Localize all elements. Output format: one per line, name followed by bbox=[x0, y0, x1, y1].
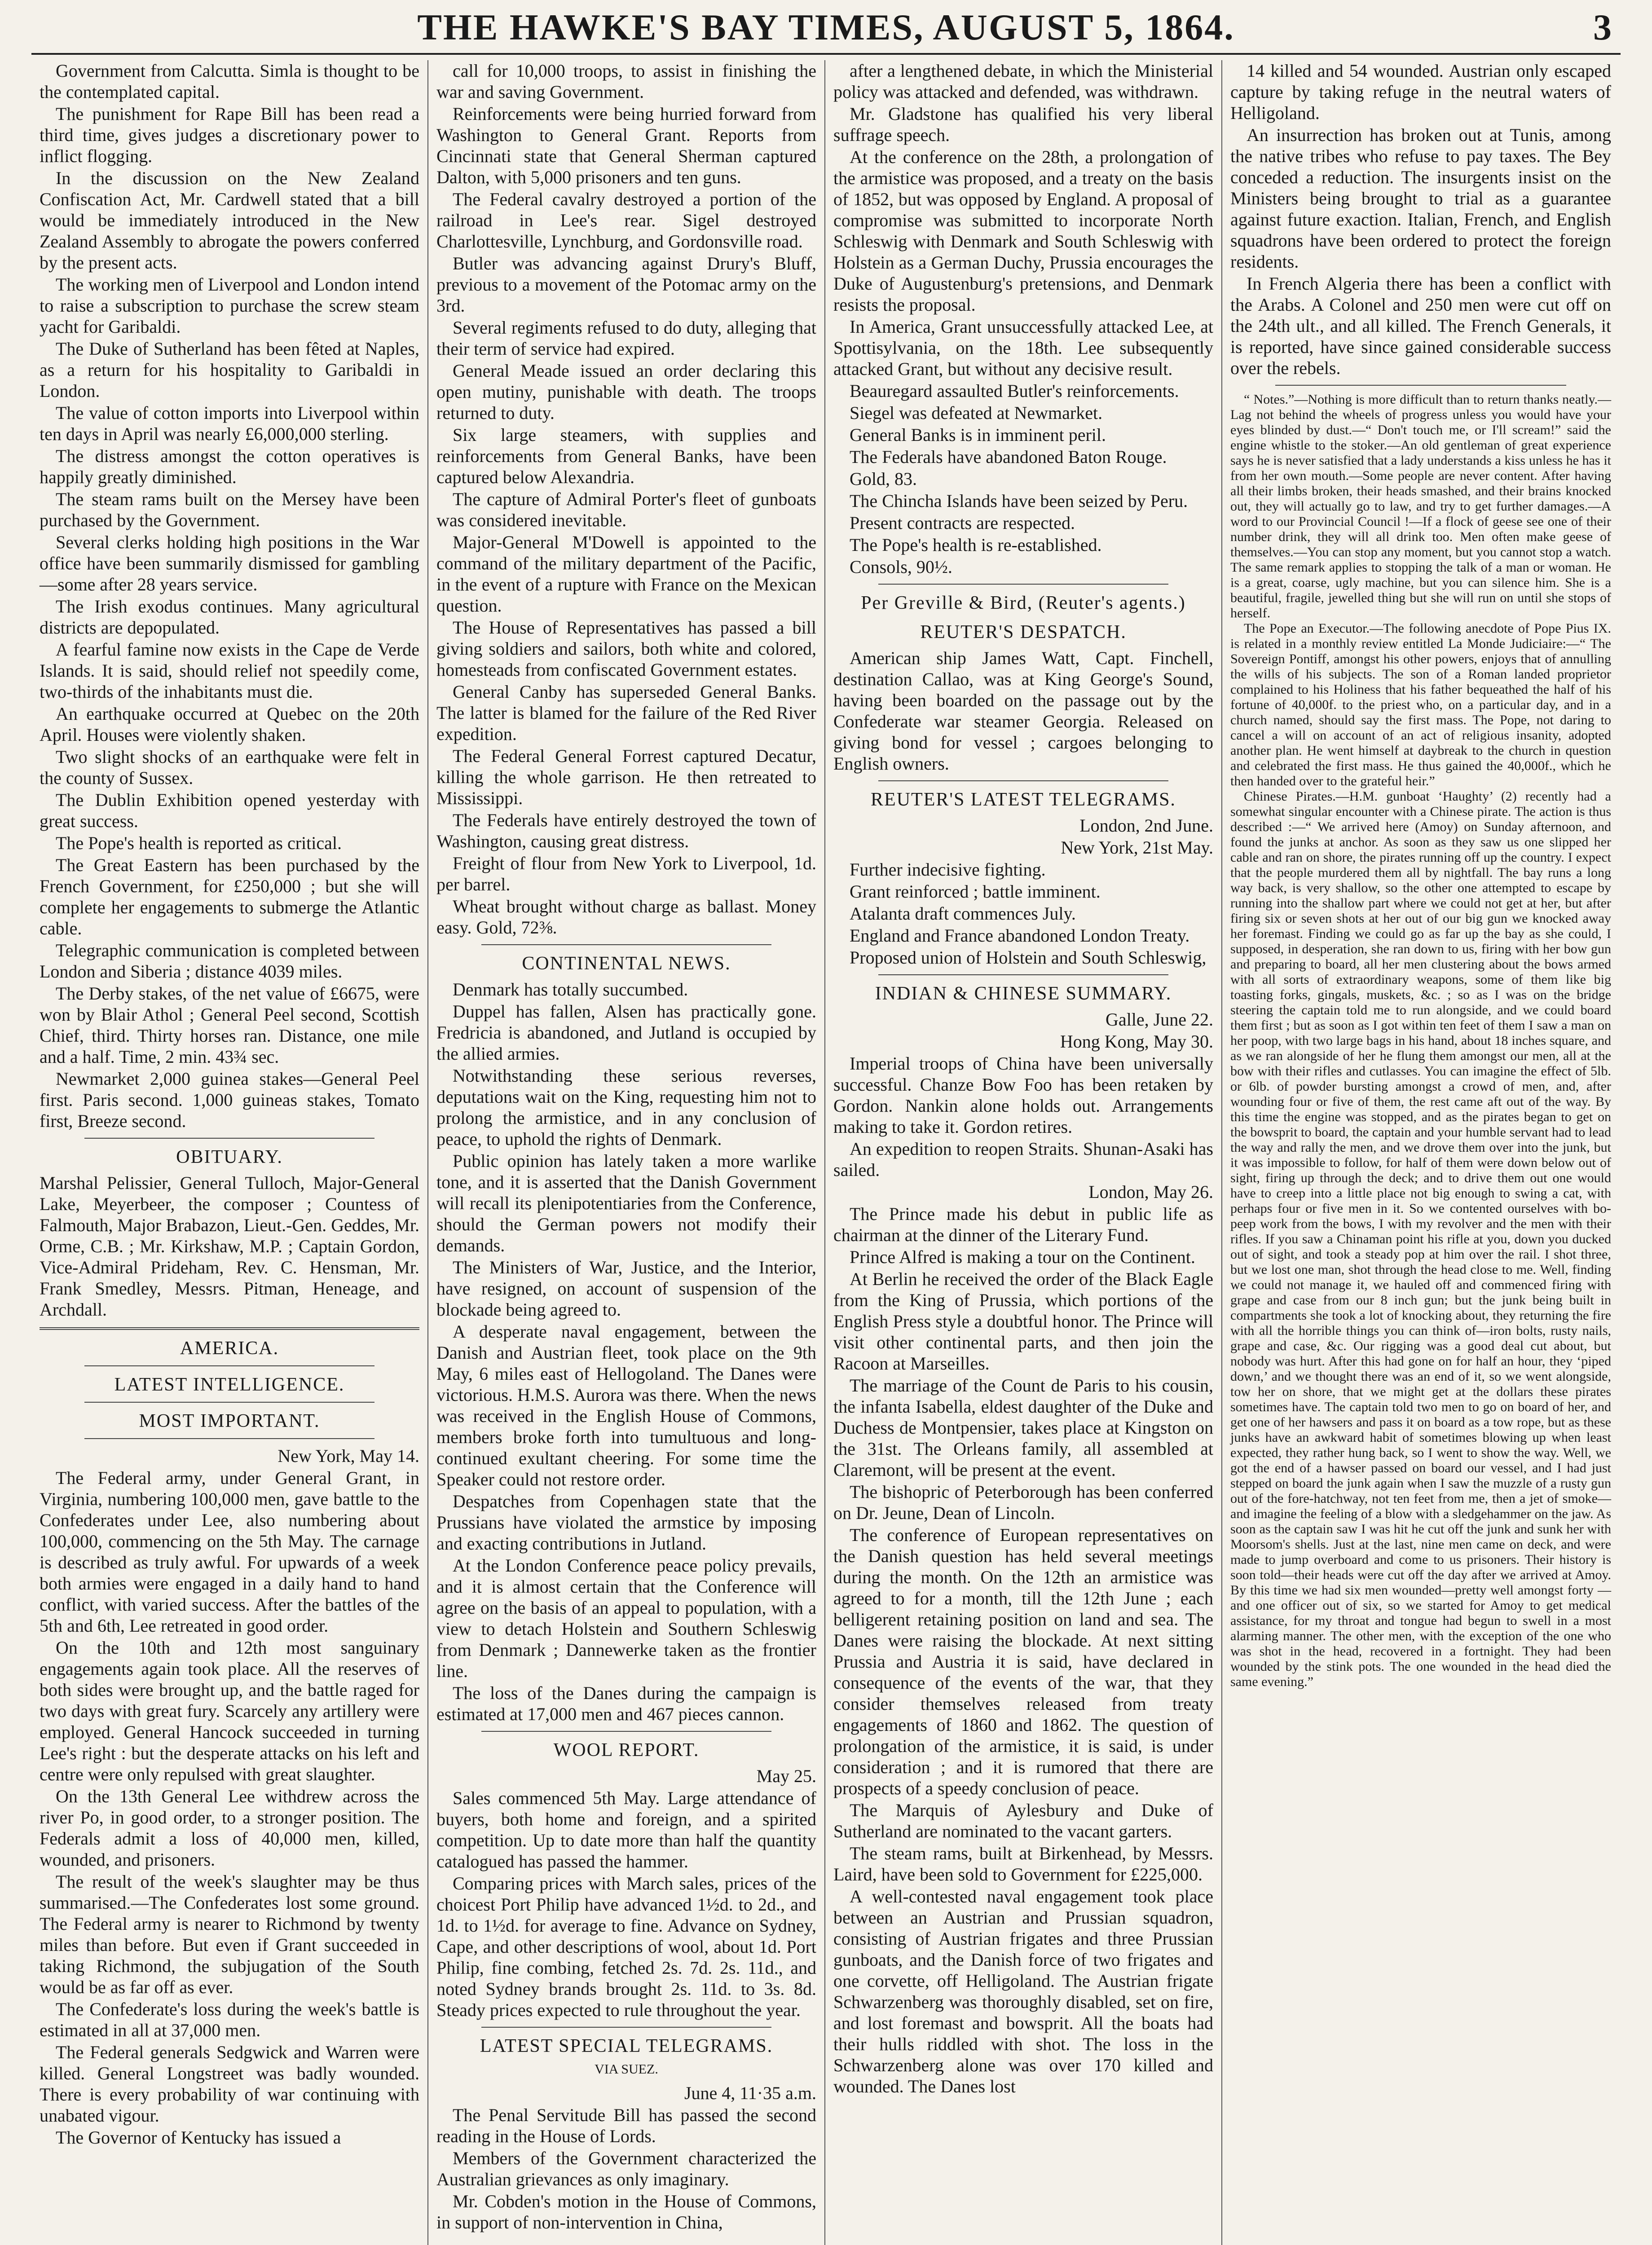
paragraph: Gold, 83. bbox=[850, 469, 917, 489]
paragraph: Despatches from Copenhagen state that the Prussians have violated the armstice by imposing and exacting contributions in Jutland. bbox=[436, 1491, 816, 1554]
divider bbox=[84, 1365, 374, 1366]
paragraph: Six large steamers, with supplies and reinforcements from General Banks, have been captured below Alexandria. bbox=[436, 425, 816, 487]
paragraph: On the 13th General Lee withdrew across the river Po, in good order, to a stronger position. The Federals admit a loss of 40,000 men, killed, wounded, and prisoners. bbox=[40, 1786, 419, 1870]
wool-dateline: May 25. bbox=[756, 1766, 816, 1786]
paragraph: The Governor of Kentucky has issued a bbox=[56, 2127, 341, 2148]
paragraph: Newmarket 2,000 guinea stakes—General Peel first. Paris second. 1,000 guineas stakes, Tomato first, Breeze second. bbox=[40, 1069, 419, 1131]
obituary-heading: OBITUARY. bbox=[176, 1147, 283, 1167]
latest-intelligence-heading: LATEST INTELLIGENCE. bbox=[114, 1374, 345, 1395]
paragraph: The Duke of Sutherland has been fêted at Naples, as a return for his hospitality to Garibaldi in London. bbox=[40, 339, 419, 401]
paragraph: A desperate naval engagement, between the Danish and Austrian fleet, took place on the 9th May, 6 miles east of Hellogoland. The Danes were victorious. H.M.S. Aurora was there. When the news was received in the English House of Commons, members broke forth into tumultuous and long-continued exultant cheering. For some time the Speaker could not restore order. bbox=[436, 1321, 816, 1489]
col3-paragraphs bbox=[833, 60, 1213, 577]
special-dateline: June 4, 11·35 a.m. bbox=[684, 2083, 816, 2103]
paragraph: Further indecisive fighting. bbox=[850, 859, 1046, 880]
america-paragraphs bbox=[40, 1467, 419, 2148]
paragraph: The loss of the Danes during the campaign is estimated at 17,000 men and 467 pieces cannon. bbox=[436, 1683, 816, 1724]
paragraph: Present contracts are respected. bbox=[850, 513, 1075, 533]
paragraph: At the London Conference peace policy prevails, and it is almost certain that the Conference will agree on the basis of an appeal to population, with a view to detach Holstein and Southern Schleswig from Denmark ; Dannewerke taken as the frontier line. bbox=[436, 1555, 816, 1681]
paragraph: The Irish exodus continues. Many agricultural districts are depopulated. bbox=[40, 596, 419, 638]
paragraph: “ Notes.”—Nothing is more difficult than to return thanks neatly.—Lag not behind the wheels of progress unless you would have your eyes blinded by dust.—“ Don't touch me, or I'll scream!” said the engine whistle to the stoker.—An old gentleman of great experience says he is never satisfied that a lady understands a kiss unless he has it from her own mouth.—Some people are never content. After having all their limbs broken, their heads smashed, and their brains knocked out, they will actually go to law, and try to get further damages.—A word to our Provincial Council !—If a flock of geese see one of their number drink, they will all drink too. Men often make geese of themselves.—You can stop any moment, but you cannot stop a watch. The same remark applies to stopping the talk of a man or woman. He is a great, coarse, ugly machine, but you can silence him. She is a beautiful, fragile, jewelled thing but she will run on until she stops of herself. bbox=[1230, 392, 1611, 621]
divider bbox=[84, 1138, 374, 1139]
paragraph: An earthquake occurred at Quebec on the 20th April. Houses were violently shaken. bbox=[40, 704, 419, 745]
reuters-despatch-text: American ship James Watt, Capt. Finchell, destination Callao, was at King George's Sound, having been boarded on the passage out by the Confederate war steamer Georgia. Released on giving bond for vessel ; cargoes belonging to English owners. bbox=[833, 648, 1213, 774]
paragraph: The Federal General Forrest captured Decatur, killing the whole garrison. He then retreated to Mississippi. bbox=[436, 746, 816, 808]
divider bbox=[84, 1402, 374, 1403]
paragraph: The marriage of the Count de Paris to his cousin, the infanta Isabella, eldest daughter of the Duke and Duchess de Montpensier, takes place at Kingston on the 31st. The Orleans family, all assembled at Claremont, will be present at the event. bbox=[833, 1375, 1213, 1480]
paragraph: In America, Grant unsuccessfully attacked Lee, at Spottisylvania, on the 18th. Lee subsequently attacked Grant, but without any decisive result. bbox=[833, 317, 1213, 379]
double-divider bbox=[40, 1327, 419, 1330]
divider bbox=[878, 584, 1168, 585]
paragraph: The Federal cavalry destroyed a portion of the railroad in Lee's rear. Sigel destroyed Charlottesville, Lynchburg, and Gordonsville road. bbox=[436, 189, 816, 251]
divider bbox=[878, 780, 1168, 781]
paragraph: The Great Eastern has been purchased by the French Government, for £250,000 ; but she will complete her engagements to submerge the Atlantic cable. bbox=[40, 855, 419, 938]
col4-small-print bbox=[1230, 392, 1611, 1690]
wool-report-heading: WOOL REPORT. bbox=[553, 1740, 700, 1761]
paragraph: A fearful famine now exists in the Cape de Verde Islands. It is said, should relief not speedily come, two-thirds of the inhabitants must die. bbox=[40, 639, 419, 702]
paragraph: Atalanta draft commences July. bbox=[850, 903, 1076, 924]
indian-dateline-hongkong: Hong Kong, May 30. bbox=[1060, 1031, 1213, 1052]
paragraph: after a lengthened debate, in which the Ministerial policy was attacked and defended, was withdrawn. bbox=[833, 61, 1213, 102]
divider bbox=[878, 974, 1168, 975]
paragraph: Denmark has totally succumbed. bbox=[453, 979, 688, 999]
paragraph: Telegraphic communication is completed between London and Siberia ; distance 4039 miles. bbox=[40, 940, 419, 982]
special-telegrams-heading: LATEST SPECIAL TELEGRAMS. bbox=[480, 2036, 773, 2056]
paragraph: 14 killed and 54 wounded. Austrian only escaped capture by taking refuge in the neutral waters of Helligoland. bbox=[1230, 61, 1611, 123]
paragraph: Siegel was defeated at Newmarket. bbox=[850, 403, 1103, 423]
paragraph: The Prince made his debut in public life as chairman at the dinner of the Literary Fund. bbox=[833, 1204, 1213, 1245]
col1-paragraphs bbox=[40, 60, 419, 1131]
divider bbox=[481, 944, 771, 945]
paragraph: The steam rams built on the Mersey have been purchased by the Government. bbox=[40, 489, 419, 530]
paragraph: An expedition to reopen Straits. Shunan-Asaki has sailed. bbox=[833, 1139, 1213, 1180]
paragraph: The Ministers of War, Justice, and the Interior, have resigned, on account of suspension of the blockade being agreed to. bbox=[436, 1257, 816, 1320]
paragraph: Comparing prices with March sales, prices of the choicest Port Philip have advanced 1½d. to 2d., and 1d. to 1½d. for average to fine. Advance on Sydney, Cape, and other descriptions of wool, about 1d. Port Philip, fine combing, fetched 2s. 7d. 2s. 11d., and noted Sydney brands brought 2s. 11d. to 3s. 8d. Steady prices expected to rule throughout the year. bbox=[436, 1873, 816, 2020]
paragraph: Sales commenced 5th May. Large attendance of buyers, both home and foreign, and a spirited competition. Up to date more than half the quantity catalogued has passed the hammer. bbox=[436, 1788, 816, 1871]
paragraph: The Penal Servitude Bill has passed the second reading in the House of Lords. bbox=[436, 2105, 816, 2146]
paragraph: Duppel has fallen, Alsen has practically gone. Fredricia is abandoned, and Jutland is occupied by the allied armies. bbox=[436, 1001, 816, 1064]
paragraph: The Chincha Islands have been seized by Peru. bbox=[850, 491, 1188, 511]
paragraph: The Confederate's loss during the week's battle is estimated in all at 37,000 men. bbox=[40, 1999, 419, 2040]
america-heading: AMERICA. bbox=[180, 1338, 279, 1359]
paragraph: The Pope an Executor.—The following anecdote of Pope Pius IX. is related in a monthly review entitled La Monde Judiciaire:—“ The Sovereign Pontiff, amongst his other powers, enjoys that of annulling the wills of his subjects. The son of a Roman landed proprietor complained to his Holiness that his father bequeathed the half of his fortune of 40,000f. to the priest who, on a particular day, and in a church named, should say the first mass. The Pope, not daring to cancel a will on account of an act of religious insanity, adopted another plan. He went himself at daybreak to the church in question and celebrated the first mass. He thus gained the 40,000f., which he then handed over to the grateful heir.” bbox=[1230, 621, 1611, 788]
paragraph: call for 10,000 troops, to assist in finishing the war and saving Government. bbox=[436, 61, 816, 102]
paragraph: A well-contested naval engagement took place between an Austrian and Prussian squadron, consisting of Austrian frigates and three Prussian gunboats, and the Danish force of two frigates and one corvette, off Helligoland. The Austrian frigate Schwarzenberg was thoroughly disabled, set on fire, and lost foremast and bowsprit. All the boats had their hulls riddled with shot. The loss in the Schwarzenberg alone was over 170 killed and wounded. The Danes lost bbox=[833, 1886, 1213, 2096]
paragraph: Notwithstanding these serious reverses, deputations wait on the King, requesting him not to prolong the armistice, and in any conclusion of peace, to uphold the rights of Denmark. bbox=[436, 1065, 816, 1149]
paragraph: The punishment for Rape Bill has been read a third time, gives judges a discretionary power to inflict flogging. bbox=[40, 104, 419, 166]
latest-paragraphs bbox=[833, 859, 1213, 968]
paragraph: The result of the week's slaughter may be thus summarised.—The Confederates lost some ground. The Federal army is nearer to Richmond by twenty miles than before. But even if Grant succeeded in taking Richmond, the subjugation of the South would be as far off as ever. bbox=[40, 1871, 419, 1997]
reuters-despatch-heading: REUTER'S DESPATCH. bbox=[920, 622, 1127, 643]
masthead bbox=[31, 0, 1621, 55]
paragraph: The value of cotton imports into Liverpool within ten days in April was nearly £6,000,000 sterling. bbox=[40, 403, 419, 444]
london-dateline: London, May 26. bbox=[1088, 1182, 1213, 1202]
paragraph: At the conference on the 28th, a prolongation of the armistice was proposed, and a treaty on the basis of 1852, but was opposed by England. A proposal of compromise was submitted to incorporate North Schleswig with Denmark and South Schleswig with Holstein as a German Duchy, Prussia encourages the Duke of Augustenburg's pretensions, and Denmark resists the proposal. bbox=[833, 147, 1213, 315]
column-4 bbox=[1222, 60, 1619, 2245]
paragraph: Major-General M'Dowell is appointed to the command of the military department of the Pacific, in the event of a rupture with France on the Mexican question. bbox=[436, 532, 816, 616]
column-2 bbox=[428, 60, 825, 2245]
paragraph: The working men of Liverpool and London intend to raise a subscription to purchase the screw steam yacht for Garibaldi. bbox=[40, 274, 419, 337]
paragraph: The Federals have entirely destroyed the town of Washington, causing great distress. bbox=[436, 810, 816, 851]
paragraph: The steam rams, built at Birkenhead, by Messrs. Laird, have been sold to Government for £225,000. bbox=[833, 1843, 1213, 1884]
paragraph: Butler was advancing against Drury's Bluff, previous to a movement of the Potomac army on the 3rd. bbox=[436, 253, 816, 316]
reuters-latest-heading: REUTER'S LATEST TELEGRAMS. bbox=[871, 789, 1176, 810]
paragraph: The conference of European representatives on the Danish question has held several meetings during the month. On the 12th an armistice was agreed to for a month, till the 12th June ; each belligerent retaining position on land and sea. The Danes were raising the blockade. At next sitting Prussia and Austria it is said, have declared in consequence of the events of the war, that they consider themselves released from treaty engagements of 1860 and 1862. The question of prolongation of the armistice, it is said, is under consideration ; and it is rumored that there are prospects of a speedy conclusion of peace. bbox=[833, 1525, 1213, 1798]
paragraph: General Meade issued an order declaring this open mutiny, punishable with death. The troops returned to duty. bbox=[436, 361, 816, 423]
paragraph: Beauregard assaulted Butler's reinforcements. bbox=[850, 381, 1179, 401]
indian-paragraphs bbox=[833, 1053, 1213, 1180]
divider bbox=[481, 1731, 771, 1732]
via-suez: VIA SUEZ. bbox=[595, 2062, 658, 2077]
paragraph: In the discussion on the New Zealand Confiscation Act, Mr. Cardwell stated that a bill would be immediately introduced in the New Zealand Assembly to abrogate the powers conferred by the present acts. bbox=[40, 168, 419, 273]
paragraph: Prince Alfred is making a tour on the Continent. bbox=[850, 1247, 1195, 1267]
divider bbox=[84, 1438, 374, 1439]
column-1 bbox=[31, 60, 428, 2245]
paragraph: In French Algeria there has been a conflict with the Arabs. A Colonel and 250 men were cut off on the 24th ult., and all killed. The French Generals, it is reported, have since gained considerable success over the rebels. bbox=[1230, 273, 1611, 378]
latest-dateline-london: London, 2nd June. bbox=[1079, 815, 1213, 836]
paragraph: Two slight shocks of an earthquake were felt in the county of Sussex. bbox=[40, 747, 419, 788]
paragraph: The Dublin Exhibition opened yesterday with great success. bbox=[40, 790, 419, 831]
paragraph: Several clerks holding high positions in the War office have been summarily dismissed for gambling—some after 28 years service. bbox=[40, 532, 419, 594]
paragraph: Members of the Government characterized the Australian grievances as only imaginary. bbox=[436, 2148, 816, 2189]
paragraph: The Pope's health is re-established. bbox=[850, 535, 1102, 555]
columns bbox=[31, 60, 1621, 2245]
london-paragraphs bbox=[833, 1203, 1213, 2097]
wool-paragraphs bbox=[436, 1787, 816, 2020]
divider bbox=[481, 2027, 771, 2028]
paragraph: The distress amongst the cotton operatives is happily greatly diminished. bbox=[40, 446, 419, 487]
paragraph: The Derby stakes, of the net value of £6675, were won by Blair Athol ; General Peel second, Scottish Chief, third. Thirty horses ran. Distance, one mile and a half. Time, 2 min. 43¾ sec. bbox=[40, 983, 419, 1067]
paragraph: Wheat brought without charge as ballast. Money easy. Gold, 72⅜. bbox=[436, 896, 816, 938]
divider bbox=[1275, 385, 1566, 386]
paragraph: At Berlin he received the order of the Black Eagle from the King of Prussia, which portions of the English Press style a doubtful honor. The Prince will visit other continental parts, and then join the Racoon at Marseilles. bbox=[833, 1269, 1213, 1373]
paragraph: An insurrection has broken out at Tunis, among the native tribes who refuse to pay taxes. The Bey conceded a reduction. The insurgents insist on the Ministers being brought to trial as a guarantee against future exaction. Italian, French, and English squadrons have been ordered to protect the foreign residents. bbox=[1230, 125, 1611, 272]
paragraph: Public opinion has lately taken a more warlike tone, and it is asserted that the Danish Government will recall its plenipotentiaries from the Conference, should the German powers not modify their demands. bbox=[436, 1151, 816, 1255]
indian-chinese-heading: INDIAN & CHINESE SUMMARY. bbox=[875, 983, 1172, 1004]
paragraph: Mr. Gladstone has qualified his very liberal suffrage speech. bbox=[833, 104, 1213, 145]
paragraph: The capture of Admiral Porter's fleet of gunboats was considered inevitable. bbox=[436, 489, 816, 530]
paragraph: Consols, 90½. bbox=[850, 557, 952, 577]
paragraph: Chinese Pirates.—H.M. gunboat ‘Haughty’ (2) recently had a somewhat singular encounter with a Chinese pirate. The action is thus described :—“ We arrived here (Amoy) on Sunday afternoon, and found the junks at anchor. As soon as they saw us one slipped her cable and ran on shore, the pirates running off up the country. I expect that the people murdered them all by nightfall. The bay runs a long way back, is very shallow, so the other one attempted to escape by running into the shallow part where we could not get at her, but after firing six or seven shots at her out of our big gun we knocked away her foremast. Finding we could go as far up the bay as she could, I supposed, in desperation, she ran down to us, firing with her bow gun and preparing to board, all her men clustering about the bows armed with all sorts of extraordinary weapons, some of them like big toasting forks, gingals, muskets, &c. ; so as I was on the bridge steering the captain told me to run alongside, and we could board them first ; but as soon as I got within ten feet of them I saw a man on her poop, with two large bags in his hand, about 18 inches square, and as we ran alongside of her he flung them amongst our men, all at the bow with their rifles and cutlasses. You can imagine the effect of 5lb. or 6lb. of powder bursting amongst a crowd of men, and, after wounding four or five of them, the rest came aft out of the way. By this time the engine was stopped, and as the pirates began to get on the bowsprit to board, the captain and your humble servant had to lead the way and rally the men, and we drove them over into the junk, but it was impossible to follow, for half of them were down below out of sight, firing up through the deck; and to drive them out one would have to creep into a little place not big enough to swing a cat, with perhaps four or five men in it. So we contented ourselves with bo-peep work from the bows, I with my revolver and the men with their rifles. If you saw a Chinaman point his rifle at you, down you ducked out of sight, and took a steady pop at him over the rail. I shot three, but we lost one man, shot through the head close to me. Well, finding we could not manage it, we hauled off and commenced firing with grape and case from our 8 inch gun; but the junk being built in compartments she took a lot of knocking about, they returning the fire with all the horrible things you can think of—iron bolts, rusty nails, grape and case, &c. Our rigging was a good deal cut about, but nobody was hurt. After this had gone on for half an hour, they ‘piped down,’ and we thought there was an end of it, so we went alongside, tow her on shore, that we might get at the dollars these pirates sometimes have. The captain told two men to go on board of her, and get one of her hawsers and pass it on board as a tow rope, but as these junks have an awkward habit of sometimes blowing up when least expected, they rather hung back, so I went to show the way. Well, we got the end of a hawser passed on board our vessel, and I had just stepped on board the junk again when I saw the muzzle of a rusty gun out of the fore-hatchway, not ten feet from me, then a jet of smoke—and imagine the feeling of a blow with a sledgehammer on the jaw. As soon as the captain saw I was hit he cut off the junk and sunk her with Moorsom's shells. Just at the last, nine men came on deck, and were made to jump overboard and come to us prisoners. Their history is soon told—their heads were cut off the day after we arrived at Amoy. By this time we had six men wounded—pretty well amongst forty —and one officer out of six, so we started for Amoy to get medical assistance, for my throat and tongue had begun to swell in a most alarming manner. The other men, with the exception of the one who was shot in the head, recovered in a fortnight. They had been wounded by the stink pots. The one wounded in the head died the same evening.” bbox=[1230, 789, 1611, 1689]
paragraph: Reinforcements were being hurried forward from Washington to General Grant. Reports from Cincinnati state that General Sherman captured Dalton, with 5,000 prisoners and ten guns. bbox=[436, 104, 816, 187]
latest-dateline-newyork: New York, 21st May. bbox=[1061, 837, 1213, 858]
special-paragraphs bbox=[436, 2104, 816, 2233]
dateline: New York, May 14. bbox=[278, 1446, 419, 1466]
paragraph: Grant reinforced ; battle imminent. bbox=[850, 881, 1101, 902]
newspaper-title: THE HAWKE'S BAY TIMES, AUGUST 5, 1864. bbox=[417, 7, 1235, 48]
obituary-text: Marshal Pelissier, General Tulloch, Major-General Lake, Meyerbeer, the composer ; Countess of Falmouth, Major Brabazon, Lieut.-Gen. Geddes, Mr. Orme, C.B. ; Mr. Kirkshaw, M.P. ; Captain Gordon, Vice-Admiral Prideham, Rev. C. Hensman, Mr. Frank Smedley, Messrs. Pitman, Heneage, and Archdall. bbox=[40, 1173, 419, 1320]
paragraph: Imperial troops of China have been universally successful. Chanze Bow Foo has been retaken by Gordon. Nankin alone holds out. Arrangements making to take it. Gordon retires. bbox=[833, 1053, 1213, 1137]
paragraph: Mr. Cobden's motion in the House of Commons, in support of non-intervention in China, bbox=[436, 2191, 816, 2232]
paragraph: England and France abandoned London Treaty. bbox=[850, 925, 1190, 946]
paragraph: The Federal generals Sedgwick and Warren were killed. General Longstreet was badly wounded. There is every probability of war continuing with unabated vigour. bbox=[40, 2042, 419, 2126]
col4-paragraphs bbox=[1230, 60, 1611, 379]
continental-heading: CONTINENTAL NEWS. bbox=[522, 953, 731, 974]
column-3 bbox=[825, 60, 1222, 2245]
paragraph: The Federals have abandoned Baton Rouge. bbox=[850, 447, 1167, 467]
paragraph: Freight of flour from New York to Liverpool, 1d. per barrel. bbox=[436, 853, 816, 894]
paragraph: The Pope's health is reported as critical. bbox=[56, 833, 342, 853]
most-important-heading: MOST IMPORTANT. bbox=[139, 1411, 320, 1431]
paragraph: General Banks is in imminent peril. bbox=[850, 425, 1106, 445]
agents-line: Per Greville & Bird, (Reuter's agents.) bbox=[861, 593, 1186, 613]
continental-paragraphs bbox=[436, 979, 816, 1725]
col2-paragraphs bbox=[436, 60, 816, 938]
indian-dateline-galle: Galle, June 22. bbox=[1106, 1009, 1213, 1030]
paragraph: Proposed union of Holstein and South Schleswig, bbox=[850, 947, 1207, 968]
page-number: 3 bbox=[1593, 7, 1612, 48]
paragraph: Government from Calcutta. Simla is thought to be the contemplated capital. bbox=[40, 61, 419, 102]
paragraph: On the 10th and 12th most sanguinary engagements again took place. All the reserves of both sides were brought up, and the battle raged for two days with great fury. Scarcely any artillery were employed. General Hancock succeeded in turning Lee's right : but the desperate attacks on his left and centre were only repulsed with great slaughter. bbox=[40, 1638, 419, 1784]
paragraph: The Marquis of Aylesbury and Duke of Sutherland are nominated to the vacant garters. bbox=[833, 1800, 1213, 1841]
paragraph: The bishopric of Peterborough has been conferred on Dr. Jeune, Dean of Lincoln. bbox=[833, 1482, 1213, 1523]
paragraph: General Canby has superseded General Banks. The latter is blamed for the failure of the Red River expedition. bbox=[436, 682, 816, 744]
paragraph: The Federal army, under General Grant, in Virginia, numbering 100,000 men, gave battle to the Confederates under Lee, also numbering about 100,000, commencing on the 5th May. The carnage is described as truly awful. For upwards of a week both armies were engaged in a daily hand to hand conflict, with varied success. After the battles of the 5th and 6th, Lee retreated in good order. bbox=[40, 1468, 419, 1636]
paragraph: Several regiments refused to do duty, alleging that their term of service had expired. bbox=[436, 317, 816, 359]
paragraph: The House of Representatives has passed a bill giving soldiers and sailors, both white and colored, homesteads from confiscated Government estates. bbox=[436, 617, 816, 680]
